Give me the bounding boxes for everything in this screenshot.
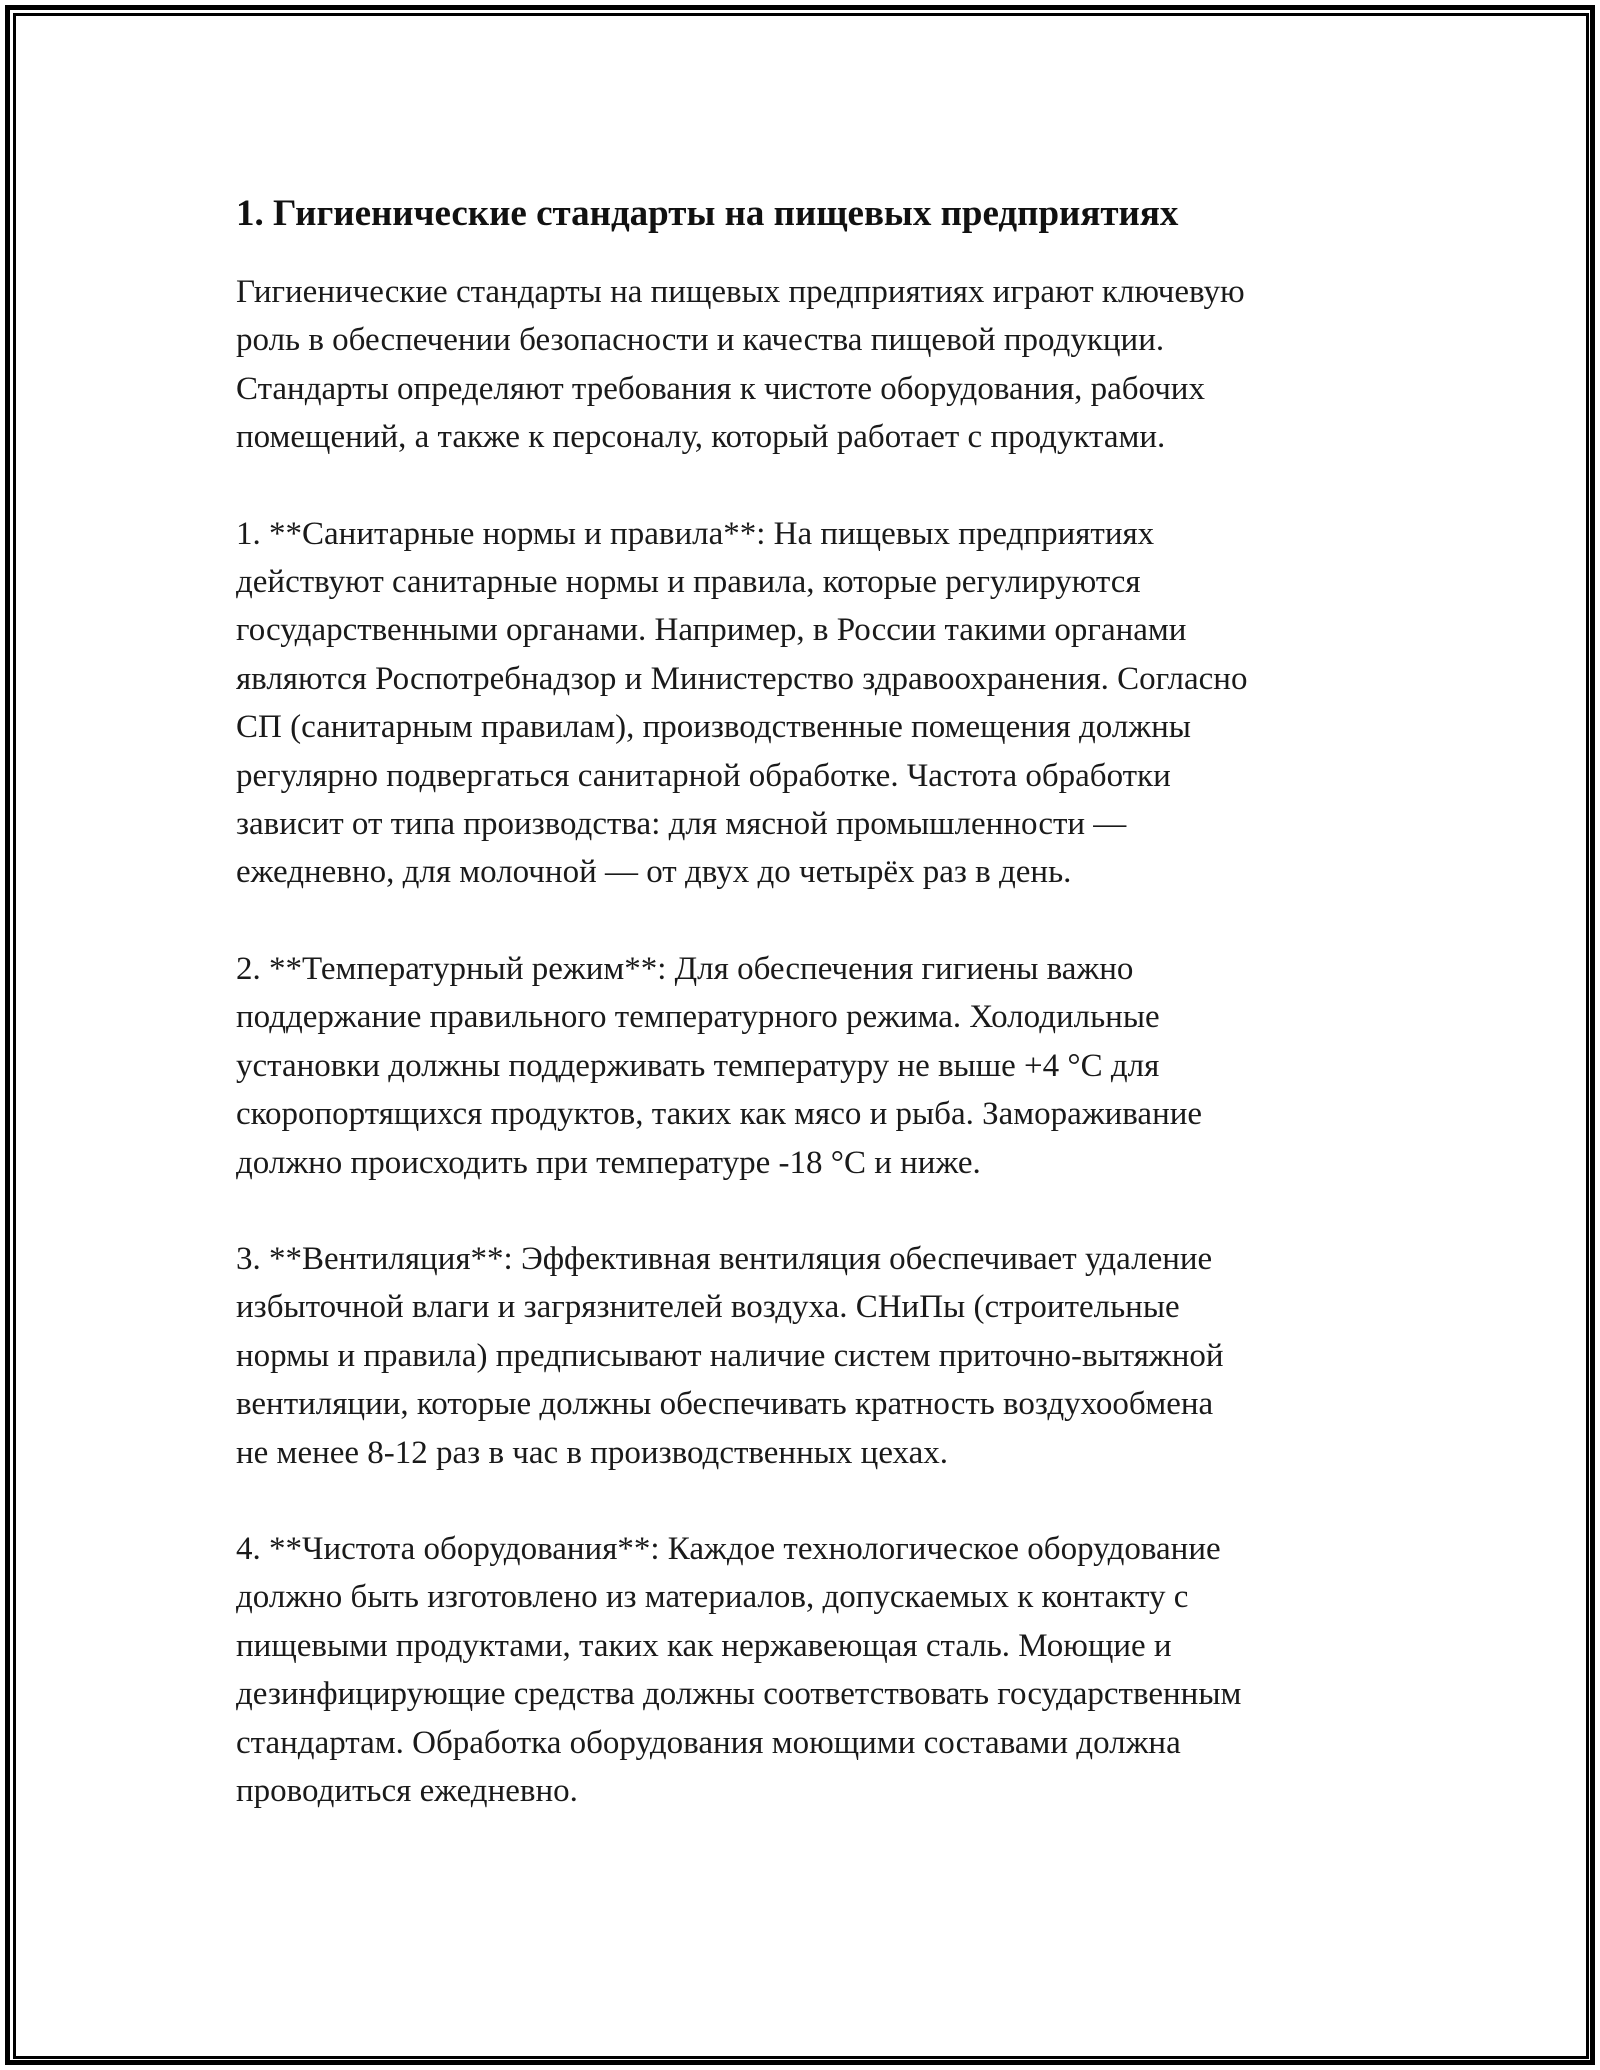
list-item-temperature: 2. **Температурный режим**: Для обеспечения гигиены важно поддержание правильного температурного режима. Холодильные установки должны поддерживать температуру не выше +4 °C для скоропортящихся продуктов, таких как мясо и рыба. Замораживание должно происходить при температуре -18 °C и ниже. [236, 950, 1203, 1181]
list-item-equipment-cleanliness: 4. **Чистота оборудования**: Каждое технологическое оборудование должно быть изготовлено из материалов, допускаемых к контакту с пищевыми продуктами, таких как нержавеющая сталь. Моющие и дезинфицирующие средства должны соответствовать государственным стандартам. Обработка оборудования моющими составами должна проводиться ежедневно. [236, 1530, 1242, 1809]
section-heading: 1. Гигиенические стандарты на пищевых предприятиях [236, 193, 1179, 234]
list-item-sanitary-norms: 1. **Санитарные нормы и правила**: На пищевых предприятиях действуют санитарные нормы и правила, которые регулируются государственными органами. Например, в России такими органами являются Роспотребнадзор и Министерство здравоохранения. Согласно СП (санитарным правилам), производственные помещения должны регулярно подвергаться санитарной обработке. Частота обработки зависит от типа производства: для мясной промышленности — ежедневно, для молочной — от двух до четырёх раз в день. [236, 515, 1248, 891]
document-page [236, 190, 1386, 1863]
intro-paragraph: Гигиенические стандарты на пищевых предприятиях играют ключевую роль в обеспечении безопасности и качества пищевой продукции. Стандарты определяют требования к чистоте оборудования, рабочих помещений, а также к персоналу, который работает с продуктами. [236, 274, 1245, 456]
list-item-ventilation: 3. **Вентиляция**: Эффективная вентиляция обеспечивает удаление избыточной влаги и загрязнителей воздуха. СНиПы (строительные нормы и правила) предписывают наличие систем приточно-вытяжной вентиляции, которые должны обеспечивать кратность воздухообмена не менее 8-12 раз в час в производственных цехах. [236, 1240, 1224, 1471]
